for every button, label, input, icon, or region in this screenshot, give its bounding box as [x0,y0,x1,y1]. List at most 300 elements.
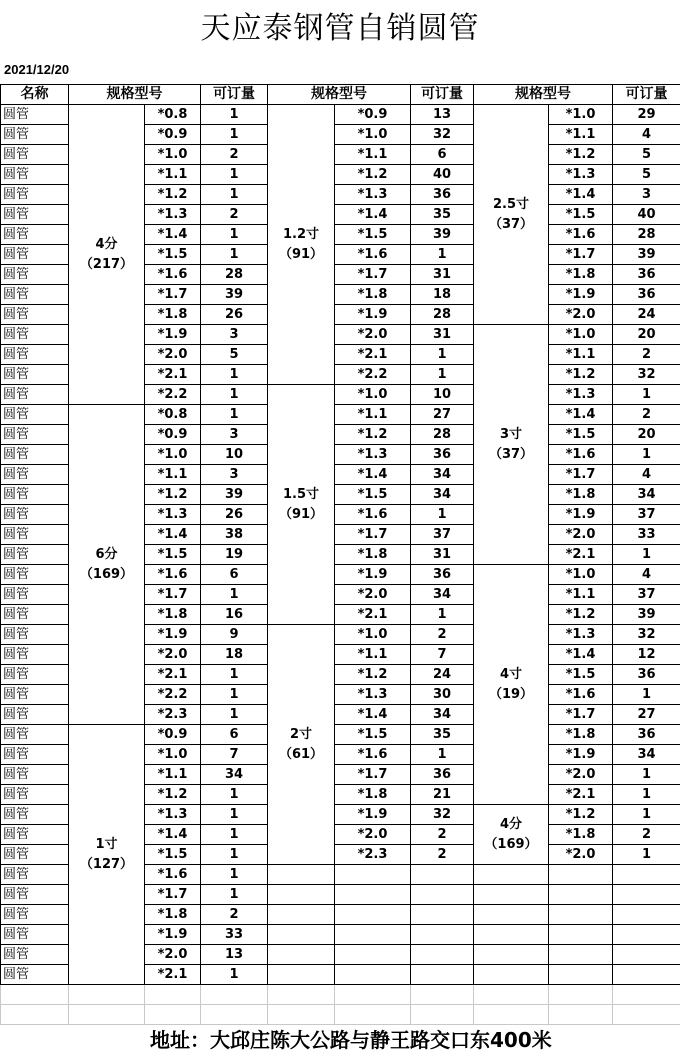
blank-cell [613,1005,680,1025]
item-name: 圆管 [1,645,69,665]
qty-cell: 5 [201,345,268,365]
qty-cell: 39 [613,245,680,265]
qty-cell: 1 [411,365,474,385]
qty-cell: 9 [201,625,268,645]
item-name: 圆管 [1,925,69,945]
item-name: 圆管 [1,805,69,825]
qty-cell: 24 [411,665,474,685]
group-size: 4分 [499,816,523,832]
qty-cell: 28 [613,225,680,245]
spec-cell: *1.3 [549,385,613,405]
item-name: 圆管 [1,885,69,905]
spec-cell: *1.8 [549,825,613,845]
qty-cell: 32 [613,365,680,385]
item-name: 圆管 [1,845,69,865]
spec-cell: *1.7 [145,885,201,905]
spec-cell: *1.2 [145,185,201,205]
item-name: 圆管 [1,305,69,325]
empty-cell [335,905,411,925]
item-name: 圆管 [1,345,69,365]
qty-cell: 4 [613,465,680,485]
blank-cell [549,1005,613,1025]
qty-cell: 1 [201,845,268,865]
spec-cell: *1.5 [549,425,613,445]
qty-cell: 36 [613,285,680,305]
group-label [69,405,145,725]
spec-cell: *2.1 [549,785,613,805]
qty-cell: 29 [613,105,680,125]
item-name: 圆管 [1,185,69,205]
spec-cell: *1.0 [335,125,411,145]
blank-cell [69,1005,145,1025]
group-label [268,625,335,865]
qty-cell: 34 [201,765,268,785]
item-name: 圆管 [1,285,69,305]
empty-cell [613,965,680,985]
empty-cell [268,865,335,885]
header-spec: 规格型号 [69,85,201,105]
qty-cell: 34 [613,745,680,765]
item-name: 圆管 [1,745,69,765]
spec-cell: *2.0 [335,825,411,845]
qty-cell: 6 [411,145,474,165]
group-label [474,805,549,865]
spec-cell: *2.0 [145,945,201,965]
item-name: 圆管 [1,605,69,625]
qty-cell: 7 [411,645,474,665]
group-size: 3寸 [499,426,523,442]
empty-cell [549,945,613,965]
empty-cell [613,885,680,905]
group-total: （37） [488,446,534,462]
blank-cell [335,985,411,1005]
qty-cell: 2 [613,405,680,425]
qty-cell: 27 [411,405,474,425]
spec-cell: *1.7 [549,465,613,485]
spec-cell: *1.4 [145,225,201,245]
blank-cell [145,985,201,1005]
item-name: 圆管 [1,585,69,605]
item-name: 圆管 [1,225,69,245]
report-date: 2021/12/20 [4,62,70,77]
blank-cell [474,1005,549,1025]
spec-cell: *2.0 [549,305,613,325]
empty-cell [549,885,613,905]
empty-cell [335,925,411,945]
qty-cell: 1 [201,405,268,425]
qty-cell: 1 [201,365,268,385]
qty-cell: 20 [613,325,680,345]
qty-cell: 1 [201,125,268,145]
empty-cell [549,905,613,925]
qty-cell: 10 [411,385,474,405]
table-row [1,105,680,125]
blank-cell [411,1005,474,1025]
spec-cell: *1.0 [549,565,613,585]
qty-cell: 21 [411,785,474,805]
spec-cell: *1.5 [145,245,201,265]
spec-cell: *2.0 [335,325,411,345]
empty-cell [613,925,680,945]
qty-cell: 27 [613,705,680,725]
qty-cell: 35 [411,725,474,745]
spec-cell: *2.0 [145,645,201,665]
item-name: 圆管 [1,465,69,485]
blank-row [1,985,680,1005]
item-name: 圆管 [1,505,69,525]
spec-cell: *1.1 [335,645,411,665]
qty-cell: 13 [201,945,268,965]
spec-cell: *1.1 [335,405,411,425]
spec-cell: *1.9 [335,305,411,325]
item-name: 圆管 [1,145,69,165]
blank-cell [268,985,335,1005]
empty-cell [549,965,613,985]
qty-cell: 3 [201,325,268,345]
spec-cell: *0.9 [145,425,201,445]
qty-cell: 36 [411,765,474,785]
item-name: 圆管 [1,565,69,585]
empty-cell [268,925,335,945]
qty-cell: 2 [201,145,268,165]
spec-cell: *0.8 [145,405,201,425]
blank-cell [1,985,69,1005]
qty-cell: 1 [613,685,680,705]
item-name: 圆管 [1,965,69,985]
spec-cell: *1.8 [145,305,201,325]
group-size: 1寸 [95,836,118,852]
empty-cell [268,945,335,965]
item-name: 圆管 [1,105,69,125]
blank-row [1,1005,680,1025]
qty-cell: 2 [613,825,680,845]
qty-cell: 1 [201,885,268,905]
qty-cell: 34 [613,485,680,505]
qty-cell: 24 [613,305,680,325]
header-row [1,85,680,105]
inventory-table [0,84,680,1025]
qty-cell: 12 [613,645,680,665]
blank-cell [335,1005,411,1025]
spec-cell: *1.3 [549,625,613,645]
qty-cell: 1 [201,965,268,985]
empty-cell [268,965,335,985]
spec-cell: *1.4 [549,645,613,665]
spec-cell: *1.0 [335,625,411,645]
group-size: 6分 [95,546,118,562]
item-name: 圆管 [1,685,69,705]
qty-cell: 1 [411,245,474,265]
qty-cell: 32 [411,125,474,145]
spec-cell: *1.4 [549,405,613,425]
spec-cell: *2.0 [335,585,411,605]
spec-cell: *1.9 [549,505,613,525]
group-size: 4寸 [499,666,523,682]
spec-cell: *2.0 [549,845,613,865]
spec-cell: *1.5 [145,845,201,865]
spec-cell: *1.9 [145,925,201,945]
empty-cell [411,925,474,945]
qty-cell: 2 [411,625,474,645]
item-name: 圆管 [1,785,69,805]
qty-cell: 28 [411,305,474,325]
blank-cell [411,985,474,1005]
qty-cell: 31 [411,325,474,345]
blank-cell [201,985,268,1005]
qty-cell: 36 [613,725,680,745]
spec-cell: *1.9 [145,625,201,645]
qty-cell: 34 [411,485,474,505]
qty-cell: 34 [411,705,474,725]
spec-cell: *1.2 [549,805,613,825]
spec-cell: *1.7 [335,525,411,545]
spec-cell: *1.7 [335,765,411,785]
spec-cell: *1.4 [335,465,411,485]
empty-cell [474,865,549,885]
spec-cell: *1.3 [145,205,201,225]
qty-cell: 2 [411,845,474,865]
group-total: （217） [79,256,134,272]
empty-cell [411,905,474,925]
spec-cell: *2.1 [335,605,411,625]
spec-cell: *1.3 [335,185,411,205]
table-row [1,725,680,745]
qty-cell: 7 [201,745,268,765]
group-total: （127） [79,856,134,872]
qty-cell: 1 [201,805,268,825]
qty-cell: 6 [201,565,268,585]
spec-cell: *1.4 [145,825,201,845]
header-name: 名称 [1,85,69,105]
qty-cell: 1 [613,765,680,785]
qty-cell: 36 [411,445,474,465]
qty-cell: 1 [201,785,268,805]
spec-cell: *1.1 [145,465,201,485]
qty-cell: 1 [613,845,680,865]
item-name: 圆管 [1,725,69,745]
spec-cell: *1.3 [145,805,201,825]
spec-cell: *1.2 [335,425,411,445]
qty-cell: 1 [411,745,474,765]
blank-cell [69,985,145,1005]
empty-cell [411,885,474,905]
qty-cell: 1 [411,505,474,525]
spec-cell: *1.6 [145,565,201,585]
empty-cell [474,965,549,985]
group-label [69,105,145,405]
item-name: 圆管 [1,545,69,565]
spec-cell: *1.3 [549,165,613,185]
spec-cell: *1.4 [335,205,411,225]
spec-cell: *1.4 [335,705,411,725]
spec-cell: *2.2 [335,365,411,385]
spec-cell: *1.2 [549,365,613,385]
spec-cell: *1.8 [549,265,613,285]
spec-cell: *1.0 [145,445,201,465]
qty-cell: 1 [201,685,268,705]
qty-cell: 1 [201,585,268,605]
group-total: （37） [488,216,534,232]
group-size: 1.2寸 [282,226,320,242]
qty-cell: 36 [613,265,680,285]
group-total: （61） [278,746,324,762]
spec-cell: *1.5 [145,545,201,565]
qty-cell: 32 [613,625,680,645]
qty-cell: 37 [411,525,474,545]
item-name: 圆管 [1,905,69,925]
empty-cell [268,885,335,905]
qty-cell: 36 [613,665,680,685]
item-name: 圆管 [1,165,69,185]
spec-cell: *1.6 [549,225,613,245]
qty-cell: 33 [613,525,680,545]
group-label [474,565,549,805]
group-size: 1.5寸 [282,486,320,502]
spec-cell: *2.1 [335,345,411,365]
group-label [69,725,145,985]
qty-cell: 4 [613,565,680,585]
group-total: （91） [278,246,324,262]
qty-cell: 2 [411,825,474,845]
header-spec: 规格型号 [268,85,411,105]
item-name: 圆管 [1,425,69,445]
group-label [474,105,549,325]
group-total: （169） [79,566,134,582]
item-name: 圆管 [1,365,69,385]
group-label [268,385,335,625]
blank-cell [474,985,549,1005]
spec-cell: *1.9 [549,285,613,305]
spec-cell: *1.3 [335,685,411,705]
spec-cell: *1.1 [549,345,613,365]
qty-cell: 39 [411,225,474,245]
spec-cell: *1.7 [145,285,201,305]
header-spec: 规格型号 [474,85,613,105]
qty-cell: 10 [201,445,268,465]
qty-cell: 18 [411,285,474,305]
spec-cell: *1.8 [549,725,613,745]
spec-cell: *1.9 [145,325,201,345]
spec-cell: *1.9 [549,745,613,765]
qty-cell: 1 [201,385,268,405]
qty-cell: 40 [411,165,474,185]
qty-cell: 1 [411,605,474,625]
spec-cell: *0.9 [335,105,411,125]
qty-cell: 38 [201,525,268,545]
item-name: 圆管 [1,125,69,145]
blank-cell [613,985,680,1005]
blank-cell [201,1005,268,1025]
spec-cell: *0.9 [145,125,201,145]
spec-cell: *1.3 [145,505,201,525]
empty-cell [335,965,411,985]
qty-cell: 1 [613,805,680,825]
spec-cell: *2.1 [549,545,613,565]
qty-cell: 1 [201,705,268,725]
empty-cell [268,905,335,925]
spec-cell: *1.1 [145,165,201,185]
qty-cell: 36 [411,185,474,205]
header-qty: 可订量 [201,85,268,105]
empty-cell [474,945,549,965]
item-name: 圆管 [1,625,69,645]
header-qty: 可订量 [411,85,474,105]
item-name: 圆管 [1,525,69,545]
spec-cell: *1.8 [549,485,613,505]
qty-cell: 35 [411,205,474,225]
table-row [1,405,680,425]
qty-cell: 40 [613,205,680,225]
qty-cell: 37 [613,505,680,525]
empty-cell [549,925,613,945]
group-size: 4分 [95,236,118,252]
spec-cell: *1.0 [145,145,201,165]
qty-cell: 1 [201,825,268,845]
item-name: 圆管 [1,445,69,465]
empty-cell [411,965,474,985]
qty-cell: 2 [201,905,268,925]
spec-cell: *1.7 [145,585,201,605]
qty-cell: 5 [613,165,680,185]
spec-cell: *1.8 [145,605,201,625]
empty-cell [613,865,680,885]
spec-cell: *1.3 [335,445,411,465]
qty-cell: 19 [201,545,268,565]
spec-cell: *2.3 [335,845,411,865]
empty-cell [474,885,549,905]
spec-cell: *1.8 [145,905,201,925]
qty-cell: 3 [201,425,268,445]
qty-cell: 2 [613,345,680,365]
empty-cell [474,905,549,925]
item-name: 圆管 [1,485,69,505]
item-name: 圆管 [1,945,69,965]
group-label [268,105,335,385]
qty-cell: 1 [613,785,680,805]
item-name: 圆管 [1,385,69,405]
spec-cell: *1.0 [549,325,613,345]
empty-cell [411,945,474,965]
spec-cell: *1.8 [335,545,411,565]
qty-cell: 1 [201,865,268,885]
spec-cell: *1.4 [145,525,201,545]
spec-cell: *1.6 [335,505,411,525]
spec-cell: *1.2 [145,485,201,505]
item-name: 圆管 [1,865,69,885]
spec-cell: *2.1 [145,365,201,385]
qty-cell: 1 [201,185,268,205]
qty-cell: 1 [201,105,268,125]
qty-cell: 39 [201,485,268,505]
spec-cell: *2.2 [145,685,201,705]
spec-cell: *1.2 [335,165,411,185]
item-name: 圆管 [1,665,69,685]
spec-cell: *1.5 [335,725,411,745]
qty-cell: 1 [613,545,680,565]
empty-cell [335,865,411,885]
qty-cell: 36 [411,565,474,585]
group-total: （19） [488,686,534,702]
item-name: 圆管 [1,205,69,225]
qty-cell: 32 [411,805,474,825]
empty-cell [549,865,613,885]
spec-cell: *1.5 [549,665,613,685]
empty-cell [335,945,411,965]
spec-cell: *1.2 [335,665,411,685]
qty-cell: 39 [201,285,268,305]
spec-cell: *2.3 [145,705,201,725]
spec-cell: *1.6 [335,745,411,765]
